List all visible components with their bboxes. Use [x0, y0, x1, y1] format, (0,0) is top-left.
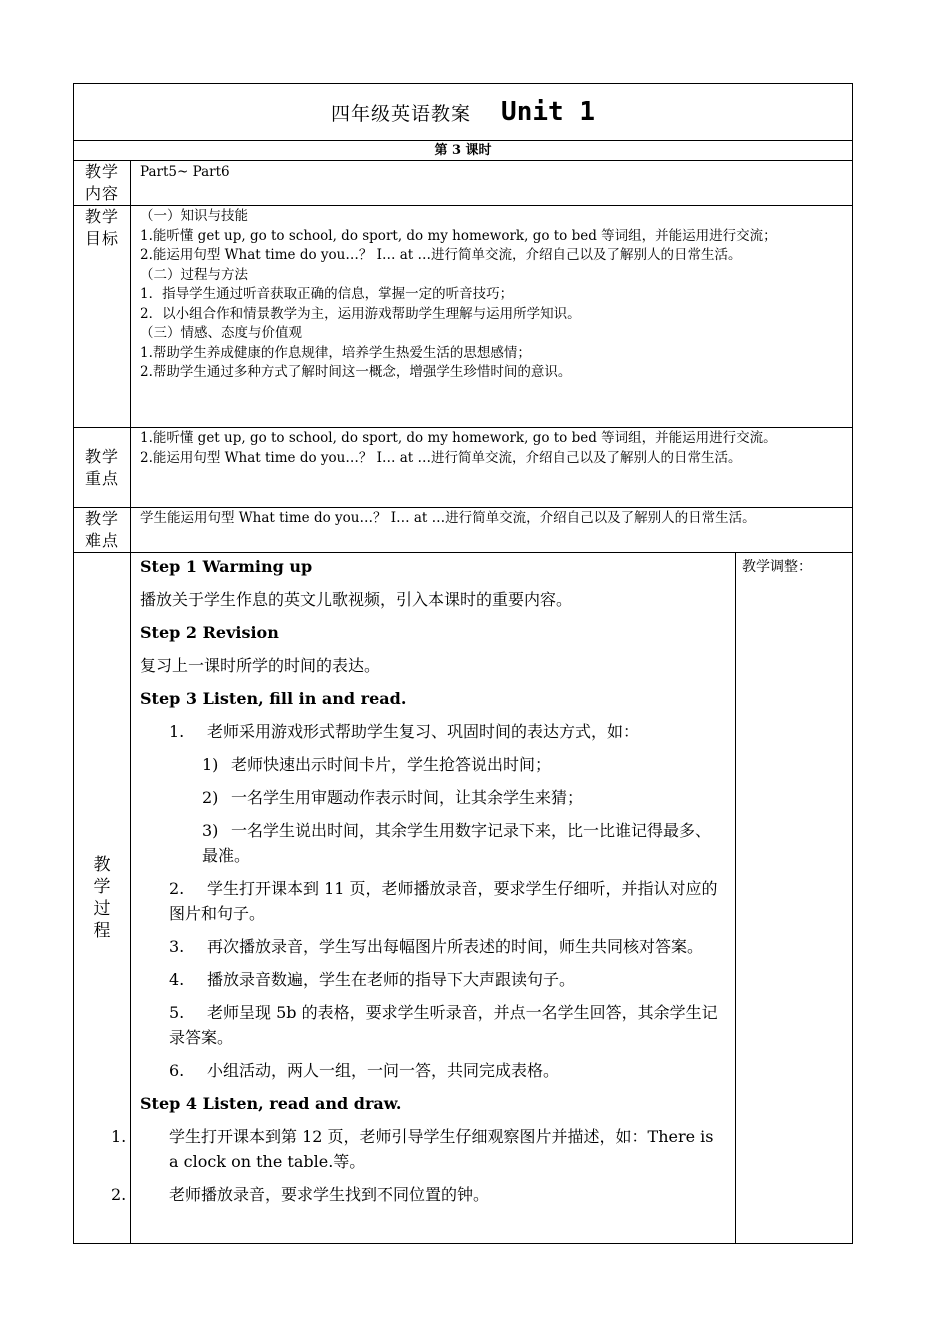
step3-item-3: 3. 再次播放录音，学生写出每幅图片所表述的时间，师生共同核对答案。 — [169, 937, 704, 956]
step3-item-4: 4. 播放录音数遍，学生在老师的指导下大声跟读句子。 — [169, 970, 576, 989]
step3-item-6: 6. 小组活动，两人一组，一问一答，共同完成表格。 — [169, 1061, 560, 1080]
objective-line: 1.能听懂 get up, go to school, do sport, do my homework, go to bed 等词组，并能运用进行交流； — [140, 227, 777, 244]
objective-line: （二）过程与方法 — [140, 266, 248, 283]
difficulties-text: 学生能运用句型 What time do you…？ I… at …进行简单交流，介绍自己以及了解别人的日常生活。 — [131, 508, 853, 553]
objective-line: 2.帮助学生通过多种方式了解时间这一概念，增强学生珍惜时间的意识。 — [140, 364, 572, 380]
objectives-text — [131, 206, 853, 428]
objective-line: 1.帮助学生养成健康的作息规律，培养学生热爱生活的思想感情； — [140, 344, 531, 361]
objective-line: （一）知识与技能 — [140, 208, 248, 224]
objectives-label: 教学 目标 — [74, 206, 131, 428]
step2-title: Step 2 Revision — [140, 623, 279, 642]
step3-subitem-2: 2) 一名学生用审题动作表示时间，让其余学生来猜； — [202, 788, 584, 807]
step1-title: Step 1 Warming up — [140, 557, 313, 576]
content-label: 教学 内容 — [74, 161, 131, 206]
title-cell — [74, 84, 853, 141]
step4-title: Step 4 Listen, read and draw. — [140, 1094, 402, 1113]
title-chinese: 四年级英语教案 — [331, 103, 472, 125]
step1-text: 播放关于学生作息的英文儿歌视频，引入本课时的重要内容。 — [140, 590, 573, 609]
step3-item-1: 1. 老师采用游戏形式帮助学生复习、巩固时间的表达方式，如： — [169, 722, 640, 741]
step4-item-2: 2. 老师播放录音，要求学生找到不同位置的钟。 — [111, 1185, 490, 1204]
objective-line: （三）情感、态度与价值观 — [140, 325, 302, 341]
content-text: Part5~ Part6 — [131, 161, 853, 206]
step4-item-1: 1. 学生打开课本到第 12 页，老师引导学生仔细观察图片并描述，如：There is a clock on the table.等。 — [111, 1127, 714, 1171]
step3-subitem-1: 1) 老师快速出示时间卡片，学生抢答说出时间； — [202, 755, 552, 774]
adjustment-label: 教学调整： — [742, 559, 812, 575]
objective-line: 2．以小组合作和情景教学为主，运用游戏帮助学生理解与运用所学知识。 — [140, 305, 581, 322]
process-label: 教 学 过 程 — [74, 553, 131, 1244]
difficulties-label: 教学 难点 — [74, 508, 131, 553]
step2-text: 复习上一课时所学的时间的表达。 — [140, 656, 381, 675]
step3-subitem-3: 3) 一名学生说出时间，其余学生用数字记录下来，比一比谁记得最多、最准。 — [202, 821, 712, 865]
objective-line: 2.能运用句型 What time do you…？ I… at …进行简单交流，介绍自己以及了解别人的日常生活。 — [140, 247, 742, 263]
keypoints-label: 教学 重点 — [74, 428, 131, 508]
keypoint-line: 1.能听懂 get up, go to school, do sport, do my homework, go to bed 等词组，并能运用进行交流。 — [140, 430, 777, 446]
objective-line: 1．指导学生通过听音获取正确的信息，掌握一定的听音技巧； — [140, 286, 514, 302]
process-content — [111, 553, 736, 1244]
period-cell: 第 3 课时 — [74, 141, 853, 161]
step3-item-2: 2. 学生打开课本到 11 页，老师播放录音，要求学生仔细听，并指认对应的图片和句子。 — [169, 879, 718, 923]
step3-item-5: 5. 老师呈现 5b 的表格，要求学生听录音，并点一名学生回答，其余学生记录答案。 — [169, 1003, 718, 1047]
lesson-plan-table — [73, 83, 853, 1244]
adjustment-column — [736, 553, 853, 1244]
keypoint-line: 2.能运用句型 What time do you…？ I… at …进行简单交流，介绍自己以及了解别人的日常生活。 — [140, 449, 742, 466]
keypoints-text — [131, 428, 853, 508]
step3-title: Step 3 Listen, fill in and read. — [140, 689, 407, 708]
title-unit: Unit 1 — [501, 97, 595, 127]
